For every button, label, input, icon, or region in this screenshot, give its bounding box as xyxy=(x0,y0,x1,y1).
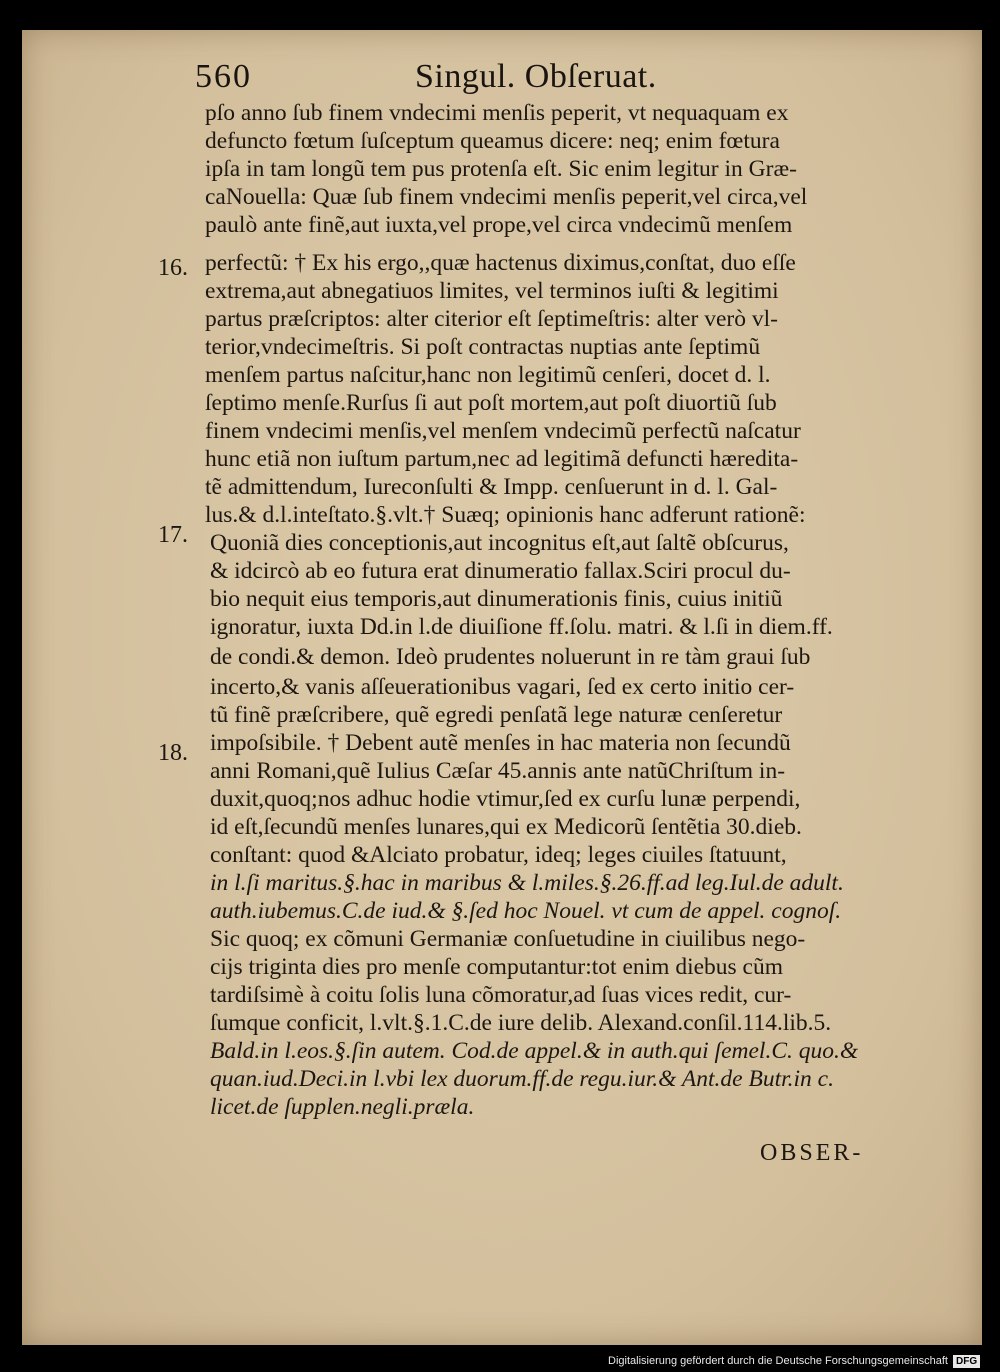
digitization-footer xyxy=(608,1355,980,1368)
footer-text: Digitalisierung gefördert durch die Deutsche Forschungsgemeinschaft xyxy=(608,1355,948,1367)
text-line: & idcircò ab eo futura erat dinumeratio fallax.Sciri procul du- xyxy=(210,558,791,584)
margin-number: 16. xyxy=(158,255,188,281)
dfg-logo-icon: DFG xyxy=(953,1355,980,1368)
text-line: de condi.& demon. Ideò prudentes noluerunt in re tàm graui ſub xyxy=(210,644,811,670)
text-line: id eſt,ſecundũ menſes lunares,qui ex Medicorũ ſentẽtia 30.dieb. xyxy=(210,814,802,840)
text-line: partus præſcriptos: alter citerior eſt ſeptimeſtris: alter verò vl- xyxy=(205,306,778,332)
text-line: Bald.in l.eos.§.ſin autem. Cod.de appel.& in auth.qui ſemel.C. quo.& xyxy=(210,1038,859,1064)
text-line: ignoratur, iuxta Dd.in l.de diuiſione ff.ſolu. matri. & l.ſi in diem.ff. xyxy=(210,614,833,640)
text-line: anni Romani,quẽ Iulius Cæſar 45.annis ante natũChriſtum in- xyxy=(210,758,786,784)
text-line: extrema,aut abnegatiuos limites, vel terminos iuſti & legitimi xyxy=(205,278,779,304)
text-line: tũ finẽ præſcribere, quẽ egredi penſatã lege naturæ cenſeretur xyxy=(210,702,783,728)
text-line: lus.& d.l.inteſtato.§.vlt.† Suæq; opinionis hanc adferunt rationẽ: xyxy=(205,502,806,528)
text-line: pſo anno ſub finem vndecimi menſis peperit, vt nequaquam ex xyxy=(205,100,789,126)
text-line: ſumque conficit, l.vlt.§.1.C.de iure delib. Alexand.conſil.114.lib.5. xyxy=(210,1010,832,1036)
text-line: Quoniã dies conceptionis,aut incognitus eſt,aut ſaltẽ obſcurus, xyxy=(210,530,789,556)
text-line: bio nequit eius temporis,aut dinumerationis finis, cuius initiũ xyxy=(210,586,783,612)
text-line: conſtant: quod &Alciato probatur, ideq; leges ciuiles ſtatuunt, xyxy=(210,842,787,868)
text-line: finem vndecimi menſis,vel menſem vndecimũ perfectũ naſcatur xyxy=(205,418,801,444)
text-line: menſem partus naſcitur,hanc non legitimũ cenſeri, docet d. l. xyxy=(205,362,771,388)
margin-number: 18. xyxy=(158,740,188,766)
text-line: duxit,quoq;nos adhuc hodie vtimur,ſed ex curſu lunæ perpendi, xyxy=(210,786,801,812)
text-line: Sic quoq; ex cõmuni Germaniæ conſuetudine in ciuilibus nego- xyxy=(210,926,806,952)
text-line: defuncto fœtum ſuſceptum queamus dicere: neq; enim fœtura xyxy=(205,128,780,154)
text-line: incerto,& vanis aſſeuerationibus vagari, ſed ex certo initio cer- xyxy=(210,674,795,700)
running-title: Singul. Obſeruat. xyxy=(415,58,657,95)
text-line: caNouella: Quæ ſub finem vndecimi menſis peperit,vel circa,vel xyxy=(205,184,808,210)
page-number: 560 xyxy=(195,58,252,95)
text-line: hunc etiã non iuſtum partum,nec ad legitimã defuncti hæredita- xyxy=(205,446,799,472)
text-line: ipſa in tam longũ tem pus protenſa eſt. Sic enim legitur in Græ- xyxy=(205,156,797,182)
catchword: OBSER- xyxy=(760,1140,864,1166)
text-line: perfectũ: † Ex his ergo,,quæ hactenus diximus,conſtat, duo eſſe xyxy=(205,250,796,276)
text-line: cijs triginta dies pro menſe computantur:tot enim diebus cũm xyxy=(210,954,784,980)
text-line: paulò ante finẽ,aut iuxta,vel prope,vel circa vndecimũ menſem xyxy=(205,212,793,238)
text-line: ſeptimo menſe.Rurſus ſi aut poſt mortem,aut poſt diuortiũ ſub xyxy=(205,390,777,416)
text-line: impoſsibile. † Debent autẽ menſes in hac materia non ſecundũ xyxy=(210,730,791,756)
text-line: tardiſsimè à coitu ſolis luna cõmoratur,ad ſuas vices redit, cur- xyxy=(210,982,792,1008)
text-line: quan.iud.Deci.in l.vbi lex duorum.ff.de regu.iur.& Ant.de Butr.in c. xyxy=(210,1066,834,1092)
text-line: auth.iubemus.C.de iud.& §.ſed hoc Nouel. vt cum de appel. cognoſ. xyxy=(210,898,842,924)
text-line: in l.ſi maritus.§.hac in maribus & l.miles.§.26.ff.ad leg.Iul.de adult. xyxy=(210,870,844,896)
margin-number: 17. xyxy=(158,522,188,548)
text-line: tẽ admittendum, Iureconſulti & Impp. cenſuerunt in d. l. Gal- xyxy=(205,474,778,500)
text-line: terior,vndecimeſtris. Si poſt contractas nuptias ante ſeptimũ xyxy=(205,334,761,360)
text-line: licet.de ſupplen.negli.præla. xyxy=(210,1094,475,1120)
page-header xyxy=(195,58,755,98)
